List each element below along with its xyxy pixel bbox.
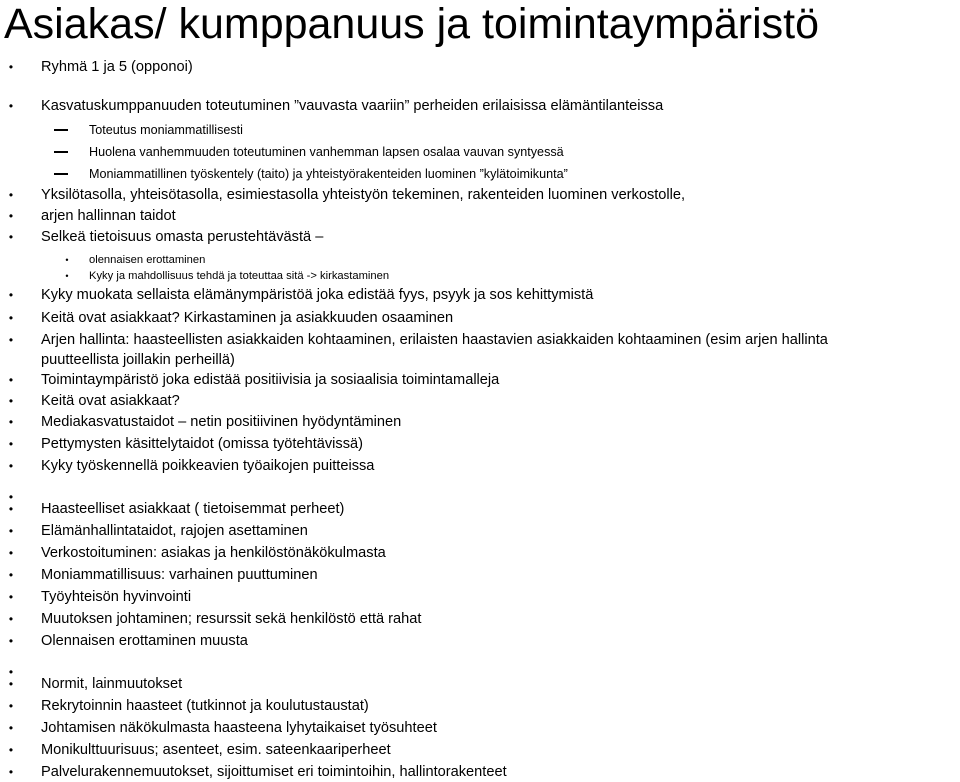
bullet-text: puutteellista joillakin perheillä) bbox=[41, 352, 235, 368]
bullet-marker: • bbox=[8, 99, 14, 113]
bullet-text: olennaisen erottaminen bbox=[89, 254, 206, 266]
bullet-item bbox=[8, 330, 828, 350]
bullet-marker: • bbox=[8, 230, 14, 244]
bullet-marker: • bbox=[8, 721, 14, 735]
bullet-marker: • bbox=[8, 765, 14, 779]
bullet-text: Ryhmä 1 ja 5 (opponoi) bbox=[41, 59, 193, 75]
bullet-marker: • bbox=[8, 699, 14, 713]
bullet-item bbox=[41, 350, 235, 370]
bullet-item bbox=[8, 185, 686, 205]
bullet-text: Moniammatillinen työskentely (taito) ja yhteistyörakenteiden luominen ”kylätoimikunta” bbox=[89, 167, 568, 181]
bullet-text: Johtamisen näkökulmasta haasteena lyhytaikaiset työsuhteet bbox=[41, 720, 437, 736]
bullet-item bbox=[8, 543, 386, 563]
bullet-marker: • bbox=[8, 546, 14, 560]
bullet-marker: • bbox=[8, 437, 14, 451]
bullet-marker: • bbox=[8, 568, 14, 582]
bullet-item bbox=[8, 718, 437, 738]
bullet-text: Rekrytoinnin haasteet (tutkinnot ja koulutustaustat) bbox=[41, 698, 369, 714]
bullet-marker: • bbox=[8, 288, 14, 302]
bullet-text: Toimintaympäristö joka edistää positiivisia ja sosiaalisia toimintamalleja bbox=[41, 372, 500, 388]
bullet-item bbox=[8, 587, 192, 607]
bullet-item bbox=[8, 434, 363, 454]
bullet-item bbox=[8, 674, 183, 694]
bullet-item bbox=[8, 370, 500, 390]
bullet-marker: • bbox=[8, 590, 14, 604]
bullet-text: Moniammatillisuus: varhainen puuttuminen bbox=[41, 567, 318, 583]
bullet-marker: • bbox=[8, 415, 14, 429]
dash-marker bbox=[54, 173, 68, 175]
bullet-marker: • bbox=[8, 743, 14, 757]
bullet-text: Verkostoituminen: asiakas ja henkilöstönäkökulmasta bbox=[41, 545, 386, 561]
bullet-item bbox=[8, 762, 507, 782]
bullet-item bbox=[8, 609, 422, 629]
bullet-item bbox=[8, 57, 193, 77]
bullet-marker: • bbox=[65, 271, 69, 281]
bullet-text: Kyky ja mahdollisuus tehdä ja toteuttaa sitä -> kirkastaminen bbox=[89, 270, 390, 282]
bullet-item bbox=[8, 631, 248, 651]
sub-sub-bullet-item bbox=[65, 266, 390, 286]
sub-bullet-item bbox=[89, 120, 243, 140]
bullet-item bbox=[8, 499, 345, 519]
bullet-text: Elämänhallintataidot, rajojen asettaminen bbox=[41, 523, 308, 539]
bullet-marker: • bbox=[8, 634, 14, 648]
dash-marker bbox=[54, 129, 68, 131]
bullet-marker: • bbox=[8, 188, 14, 202]
bullet-text: Yksilötasolla, yhteisötasolla, esimiestasolla yhteistyön tekeminen, rakenteiden luominen verkostolle, bbox=[41, 187, 686, 203]
bullet-item bbox=[8, 391, 180, 411]
bullet-item bbox=[8, 308, 454, 328]
bullet-text: Olennaisen erottaminen muusta bbox=[41, 633, 248, 649]
bullet-item bbox=[8, 740, 391, 760]
bullet-text: Työyhteisön hyvinvointi bbox=[41, 589, 192, 605]
bullet-item bbox=[8, 206, 176, 226]
page-title: Asiakas/ kumppanuus ja toimintaympäristö bbox=[4, 0, 819, 48]
bullet-text: Selkeä tietoisuus omasta perustehtävästä – bbox=[41, 229, 324, 245]
bullet-text: Pettymysten käsittelytaidot (omissa työtehtävissä) bbox=[41, 436, 363, 452]
bullet-text: Arjen hallinta: haasteellisten asiakkaiden kohtaaminen, erilaisten haastavien asiakkaiden kohtaaminen (esim arjen hallinta bbox=[41, 332, 828, 348]
bullet-marker: • bbox=[8, 333, 14, 347]
bullet-item bbox=[8, 96, 664, 116]
bullet-marker: • bbox=[8, 665, 14, 679]
bullet-text: Muutoksen johtaminen; resurssit sekä henkilöstö että rahat bbox=[41, 611, 422, 627]
bullet-marker: • bbox=[8, 677, 14, 691]
bullet-text: Mediakasvatustaidot – netin positiivinen hyödyntäminen bbox=[41, 414, 402, 430]
bullet-text: arjen hallinnan taidot bbox=[41, 208, 176, 224]
bullet-marker: • bbox=[8, 524, 14, 538]
bullet-text: Toteutus moniammatillisesti bbox=[89, 123, 243, 137]
bullet-marker: • bbox=[8, 373, 14, 387]
bullet-text: Keitä ovat asiakkaat? bbox=[41, 393, 180, 409]
bullet-text: Huolena vanhemmuuden toteutuminen vanhemman lapsen osalaa vauvan syntyessä bbox=[89, 145, 564, 159]
bullet-marker: • bbox=[8, 459, 14, 473]
bullet-text: Monikulttuurisuus; asenteet, esim. sateenkaariperheet bbox=[41, 742, 391, 758]
bullet-marker: • bbox=[8, 394, 14, 408]
bullet-text: Palvelurakennemuutokset, sijoittumiset eri toimintoihin, hallintorakenteet bbox=[41, 764, 507, 780]
bullet-text: Kyky työskennellä poikkeavien työaikojen puitteissa bbox=[41, 458, 375, 474]
bullet-marker: • bbox=[65, 255, 69, 265]
bullet-item bbox=[8, 456, 375, 476]
bullet-text: Normit, lainmuutokset bbox=[41, 676, 183, 692]
dash-marker bbox=[54, 151, 68, 153]
bullet-item bbox=[8, 412, 402, 432]
bullet-item bbox=[8, 696, 369, 716]
bullet-marker: • bbox=[8, 490, 14, 504]
sub-bullet-item bbox=[89, 142, 564, 162]
bullet-marker: • bbox=[8, 612, 14, 626]
bullet-text: Haasteelliset asiakkaat ( tietoisemmat perheet) bbox=[41, 501, 345, 517]
bullet-text: Kyky muokata sellaista elämänympäristöä joka edistää fyys, psyyk ja sos kehittymistä bbox=[41, 287, 594, 303]
bullet-item bbox=[8, 565, 318, 585]
bullet-text: Keitä ovat asiakkaat? Kirkastaminen ja asiakkuuden osaaminen bbox=[41, 310, 454, 326]
bullet-item bbox=[8, 285, 594, 305]
bullet-marker: • bbox=[8, 60, 14, 74]
bullet-item bbox=[8, 227, 324, 247]
bullet-marker: • bbox=[8, 209, 14, 223]
bullet-marker: • bbox=[8, 502, 14, 516]
bullet-text: Kasvatuskumppanuuden toteutuminen ”vauvasta vaariin” perheiden erilaisissa elämäntilanteissa bbox=[41, 98, 664, 114]
bullet-item bbox=[8, 521, 308, 541]
sub-bullet-item bbox=[89, 164, 568, 184]
bullet-marker: • bbox=[8, 311, 14, 325]
